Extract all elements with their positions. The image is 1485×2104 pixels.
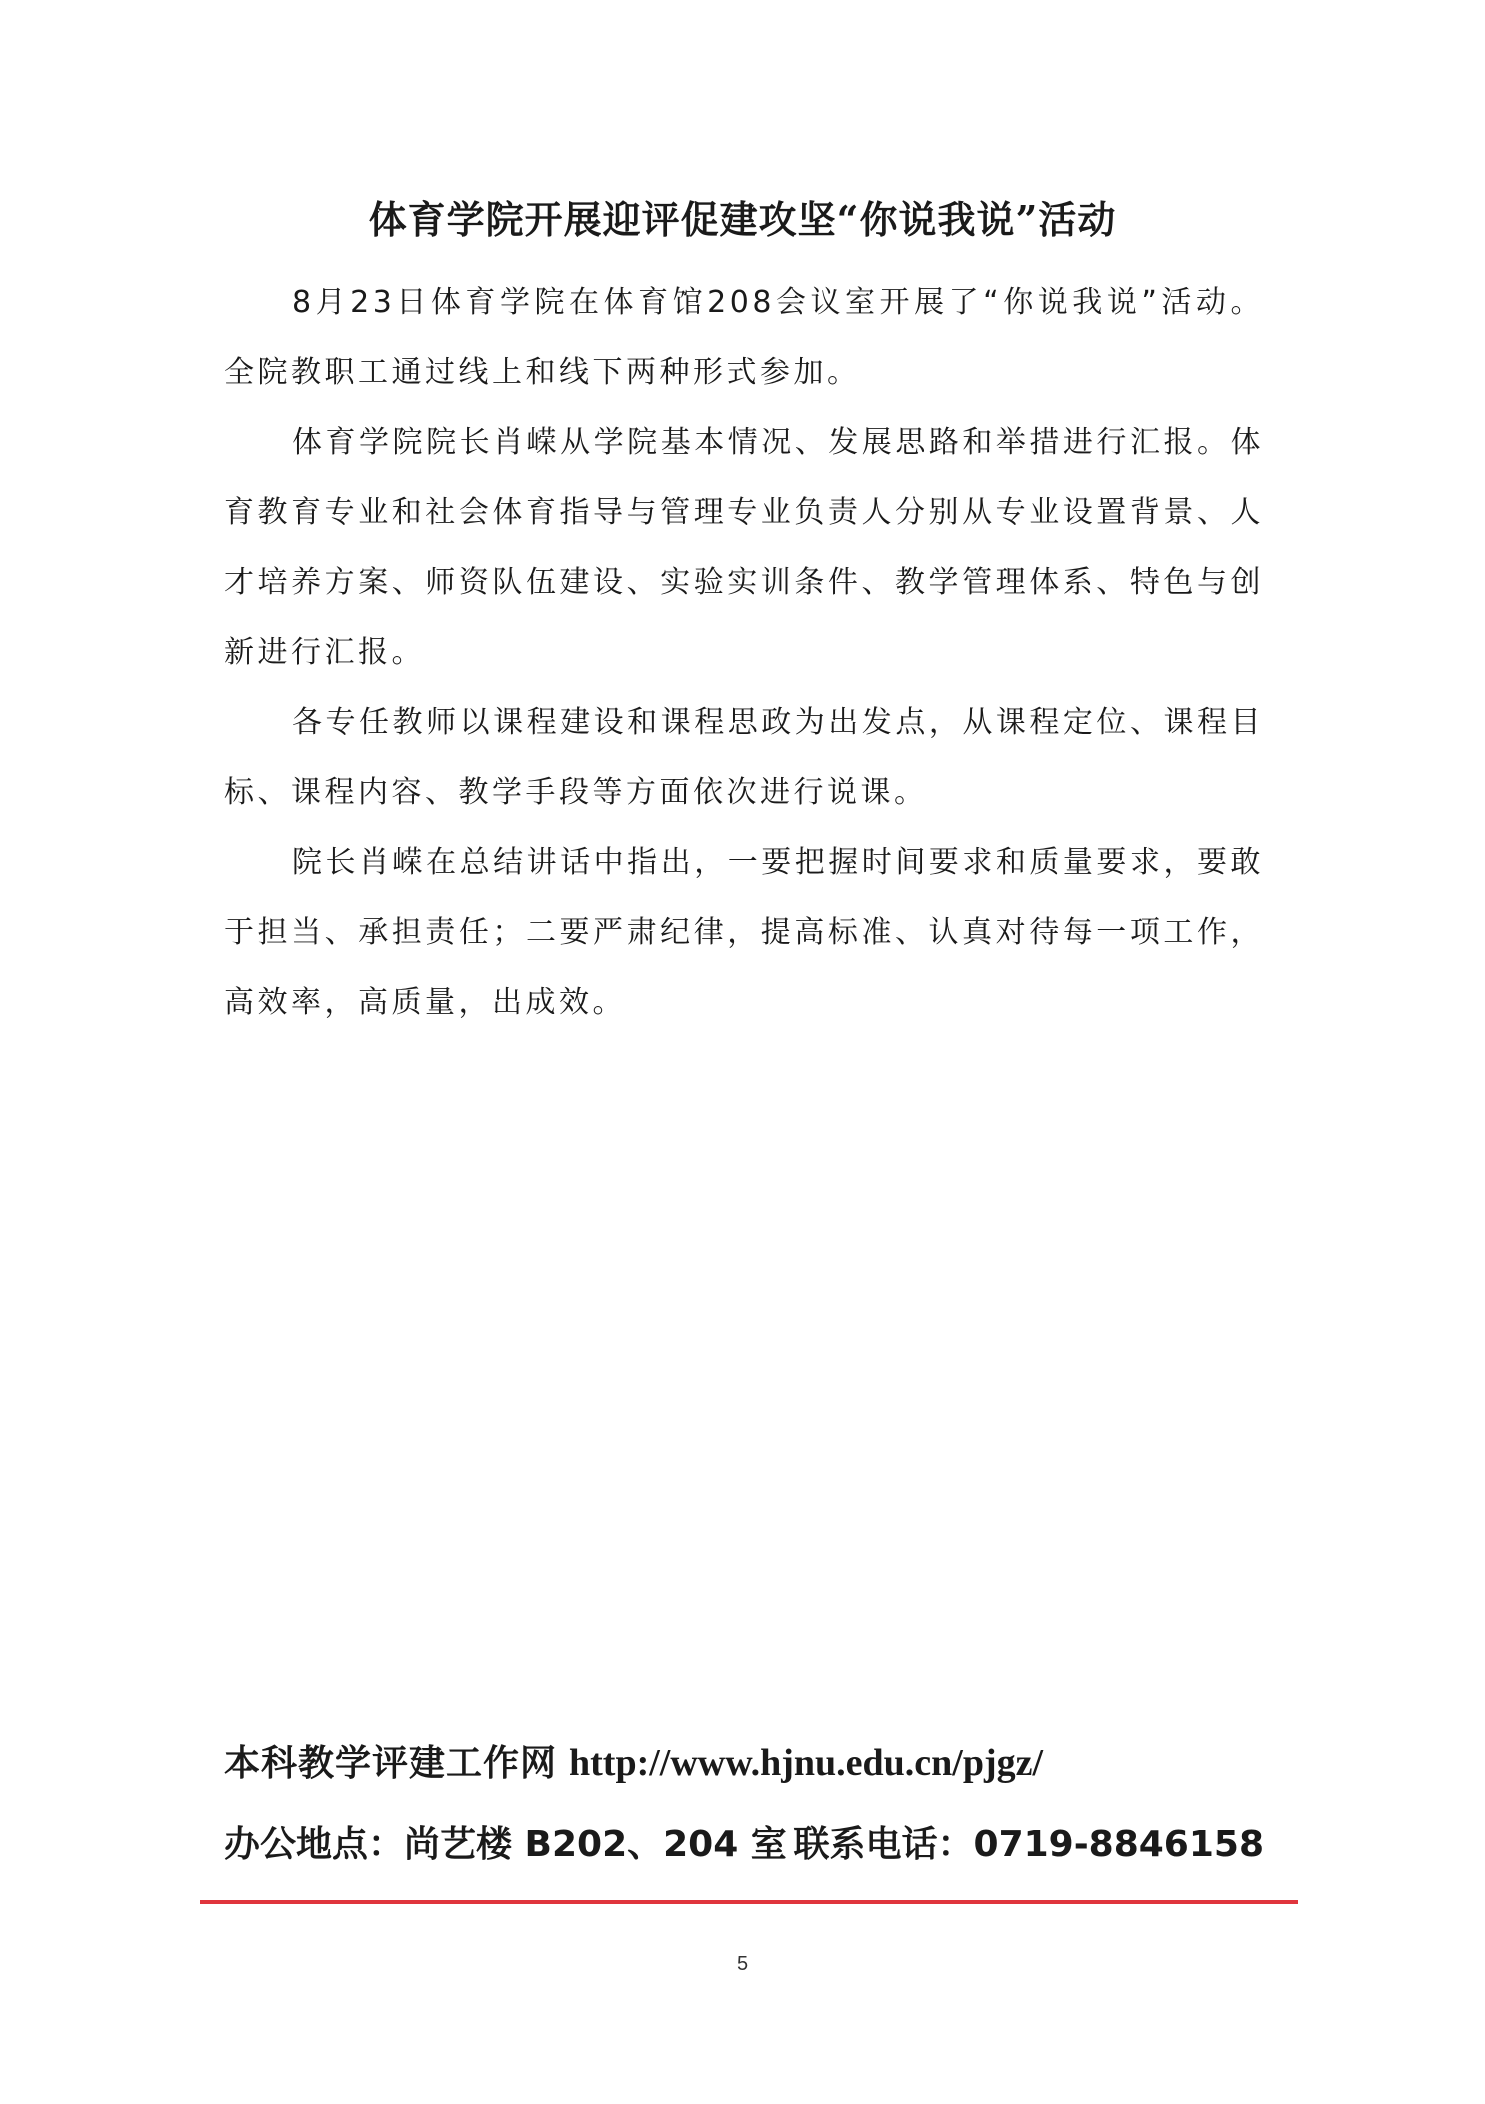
footer-website-line: [224, 1738, 1264, 1789]
footer-divider: [200, 1900, 1298, 1904]
contact-phone: 联系电话：0719-8846158: [793, 1824, 1264, 1865]
paragraph-4: 院长肖嵘在总结讲话中指出，一要把握时间要求和质量要求，要敢于担当、承担责任；二要严肃纪律，提高标准、认真对待每一项工作，高效率，高质量，出成效。: [224, 845, 1264, 1020]
page-number: 5: [736, 1953, 749, 1975]
website-url: http://www.hjnu.edu.cn/pjgz/: [569, 1742, 1044, 1784]
paragraph-1: 8月23日体育学院在体育馆208会议室开展了“你说我说”活动。全院教职工通过线上和线下两种形式参加。: [224, 285, 1264, 390]
website-label: 本科教学评建工作网: [224, 1743, 558, 1784]
article-body: [224, 268, 1264, 1038]
paragraph-3: 各专任教师以课程建设和课程思政为出发点，从课程定位、课程目标、课程内容、教学手段等方面依次进行说课。: [224, 705, 1264, 810]
office-address: 办公地点：尚艺楼 B202、204 室: [224, 1824, 787, 1865]
paragraph-2: 体育学院院长肖嵘从学院基本情况、发展思路和举措进行汇报。体育教育专业和社会体育指导与管理专业负责人分别从专业设置背景、人才培养方案、师资队伍建设、实验实训条件、教学管理体系、特色与创新进行汇报。: [224, 425, 1264, 670]
article-title: 体育学院开展迎评促建攻坚“你说我说”活动: [368, 197, 1117, 242]
